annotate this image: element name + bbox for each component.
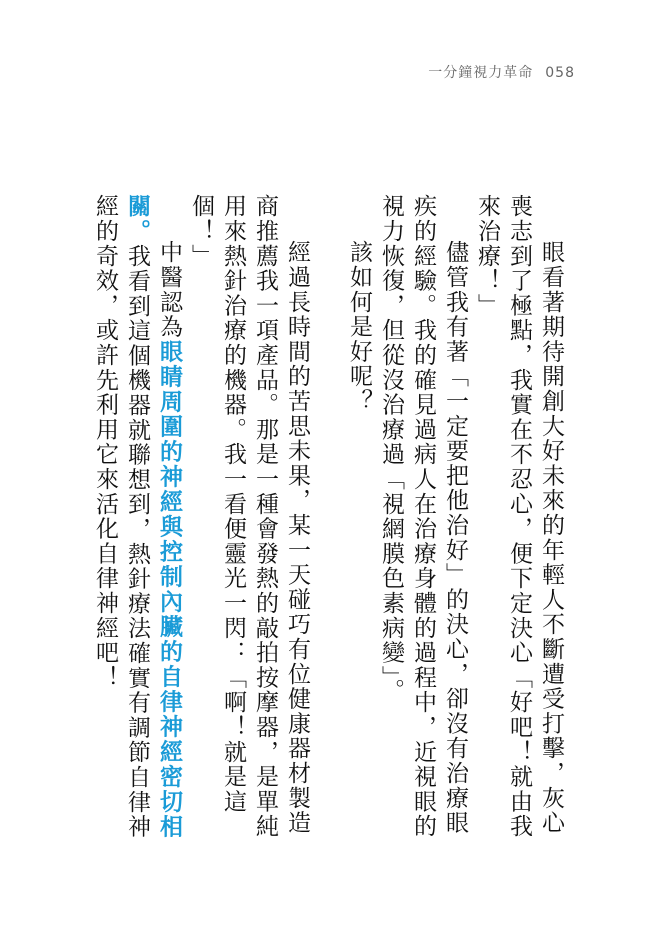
highlighted-phrase: 眼睛周圍的神經與控制內臟的自律神經密切相關。	[124, 194, 182, 840]
book-title: 一分鐘視力革命	[428, 65, 534, 81]
running-header	[428, 62, 575, 82]
paragraph-5	[89, 194, 185, 854]
paragraph-5-end: 我看到這個機器就聯想到，熱針療法確實有調節自律神經的奇效，或許先利用它來活化自律神經吧！	[92, 194, 150, 840]
paragraph-3: 該如何是好呢？	[346, 240, 372, 414]
paragraph-5-start: 中醫認為	[156, 240, 182, 340]
paragraph-1: 眼看著期待開創大好未來的年輕人不斷遭受打擊，灰心喪志到了極點，我實在不忍心，便下定決心「好吧！就由我來治療！」	[474, 194, 564, 839]
paragraph-4: 經過長時間的苦思未果，某一天碰巧有位健康器材製造商推薦我一項產品。那是一種會發熱的敲拍按摩器，是單純用來熱針治療的機器。我一看便靈光一閃：「啊！就是這個！」	[188, 194, 310, 839]
page-number: 058	[545, 65, 575, 81]
paragraph-2: 儘管我有著「一定要把他治好」的決心，卻沒有治療眼疾的經驗。我的確見過病人在治療身體的過程中，近視眼的視力恢復，但從沒治療過「視網膜色素病變」。	[378, 194, 468, 839]
vertical-text-body	[92, 194, 567, 854]
